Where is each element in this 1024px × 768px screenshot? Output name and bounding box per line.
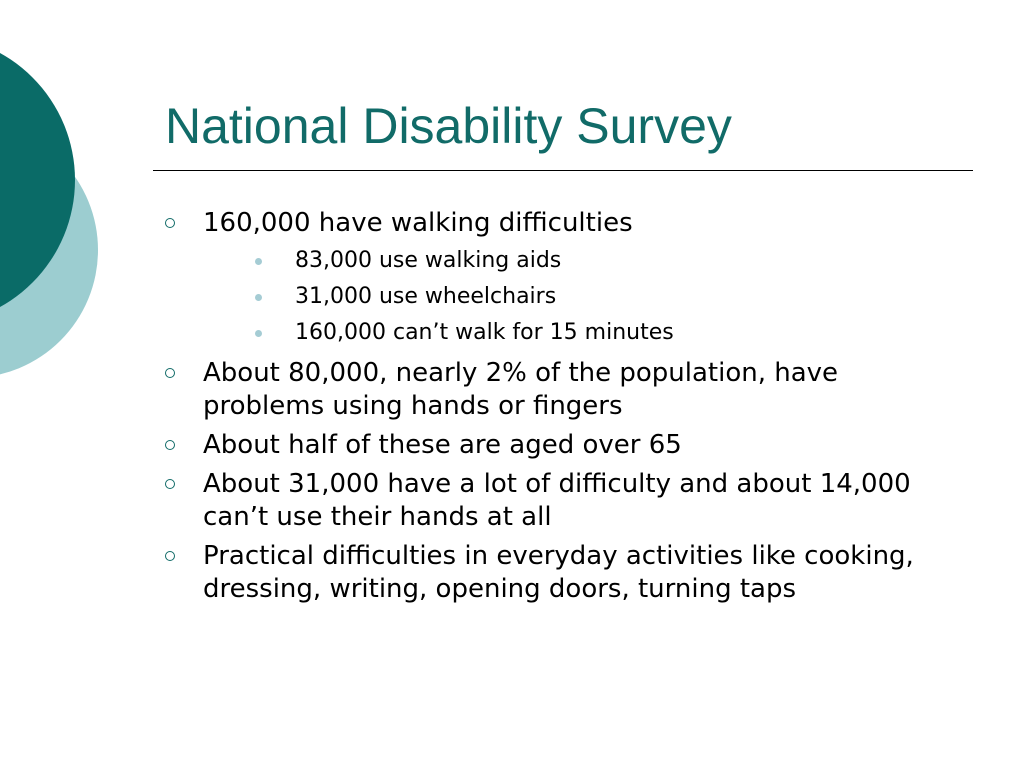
- decorative-circles: [0, 0, 110, 420]
- bullet-text: About half of these are aged over 65: [203, 430, 682, 460]
- bullet-item: [165, 207, 965, 351]
- title-divider: [153, 170, 973, 171]
- bullet-item: [165, 540, 965, 606]
- hollow-circle-bullet-icon: [165, 479, 175, 489]
- bullet-list: [165, 207, 965, 612]
- bullet-text: 160,000 have walking difficulties: [203, 208, 633, 238]
- dot-bullet-icon: [255, 258, 262, 265]
- bullet-text: About 31,000 have a lot of difficulty and about 14,000 can’t use their hands at all: [203, 469, 911, 532]
- hollow-circle-bullet-icon: [165, 440, 175, 450]
- bullet-item: [165, 429, 965, 462]
- sub-bullet-text: 83,000 use walking aids: [295, 248, 562, 273]
- hollow-circle-bullet-icon: [165, 368, 175, 378]
- sub-bullet-item: [203, 243, 965, 279]
- sub-bullet-list: [203, 243, 965, 351]
- bullet-item: [165, 357, 965, 423]
- dot-bullet-icon: [255, 330, 262, 337]
- bullet-text: About 80,000, nearly 2% of the population, have problems using hands or fingers: [203, 358, 839, 421]
- sub-bullet-text: 160,000 can’t walk for 15 minutes: [295, 320, 674, 345]
- hollow-circle-bullet-icon: [165, 218, 175, 228]
- sub-bullet-item: [203, 279, 965, 315]
- slide-title: National Disability Survey: [165, 98, 732, 154]
- bullet-text: Practical difficulties in everyday activities like cooking, dressing, writing, opening doors, turning taps: [203, 541, 914, 604]
- hollow-circle-bullet-icon: [165, 551, 175, 561]
- dot-bullet-icon: [255, 294, 262, 301]
- sub-bullet-item: [203, 315, 965, 351]
- sub-bullet-text: 31,000 use wheelchairs: [295, 284, 557, 309]
- bullet-item: [165, 468, 965, 534]
